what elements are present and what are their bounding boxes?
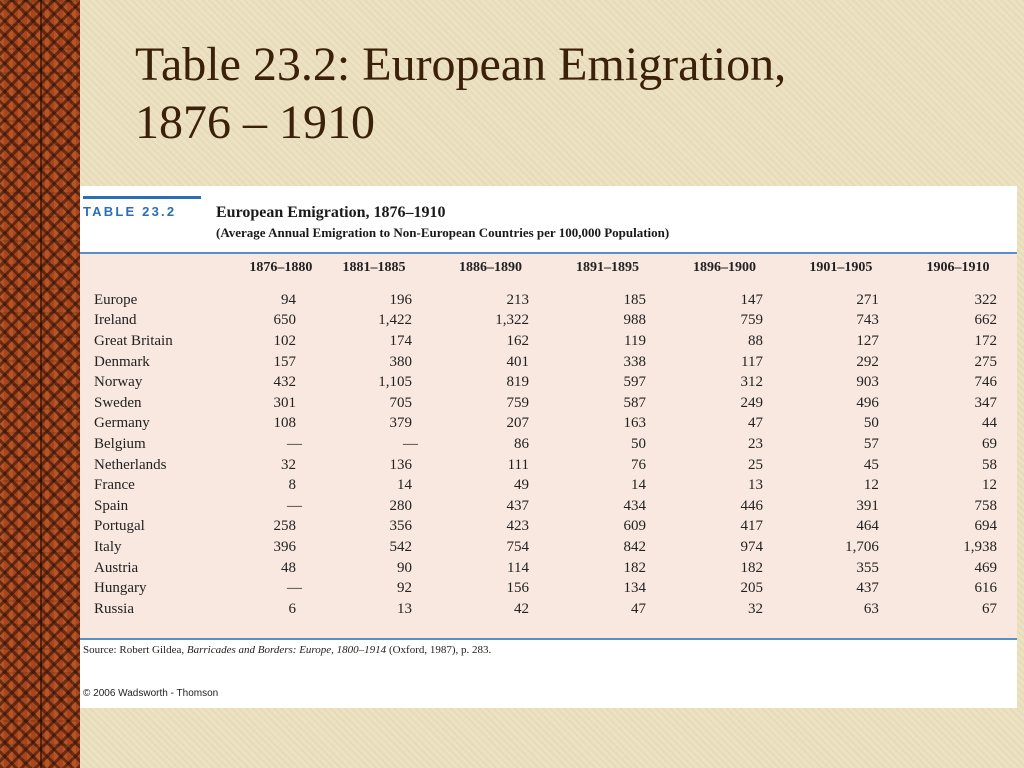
country-cell: Italy [94,538,122,555]
value-cell: 1,105 [378,374,412,391]
country-cell: France [94,477,135,494]
value-cell: 434 [623,497,646,514]
value-cell: 1,422 [378,312,412,329]
value-cell: 842 [623,538,646,555]
table-row [80,599,1017,620]
value-cell: 13 [747,477,763,494]
country-cell: Belgium [94,435,146,452]
value-cell: 90 [397,559,412,576]
value-cell: 76 [630,456,646,473]
value-cell: 401 [506,353,529,370]
slide-title-line-2: 1876 – 1910 [135,96,375,149]
value-cell: 1,938 [963,538,997,555]
value-cell: 1,322 [495,312,529,329]
value-cell: 182 [740,559,763,576]
country-cell: Europe [94,291,138,308]
value-cell: 207 [506,415,529,432]
value-cell: 469 [974,559,997,576]
value-cell: 616 [974,580,997,597]
value-cell: 25 [747,456,763,473]
source-book-title: Barricades and Borders: Europe, 1800–1914 [186,644,387,656]
table-row [80,331,1017,352]
value-cell: 322 [974,291,997,308]
value-cell: 32 [747,600,763,617]
value-cell: 156 [506,580,529,597]
country-cell: Norway [94,374,143,391]
value-cell: 86 [513,435,529,452]
value-cell: 437 [856,580,879,597]
value-cell: 280 [389,497,412,514]
value-cell: 759 [740,312,763,329]
value-cell: 271 [856,291,879,308]
value-cell: 42 [513,600,529,617]
country-cell: Hungary [94,580,147,597]
value-cell: — [287,580,303,597]
country-cell: Germany [94,415,150,432]
country-cell: Spain [94,497,129,514]
value-cell: 44 [982,415,997,432]
value-cell: 205 [740,580,763,597]
value-cell: 650 [273,312,297,329]
value-cell: 157 [273,353,297,370]
country-cell: Great Britain [94,332,173,349]
value-cell: 423 [506,518,529,535]
value-cell: 111 [507,456,529,473]
header-country [80,256,246,280]
value-cell: 163 [623,415,646,432]
value-cell: 147 [740,291,763,308]
value-cell: 437 [506,497,529,514]
value-cell: 127 [856,332,879,349]
value-cell: 14 [630,477,646,494]
table-row [80,434,1017,455]
value-cell: 63 [863,600,879,617]
value-cell: 338 [623,353,646,370]
value-cell: 23 [747,435,763,452]
source-prefix: Source: Robert Gildea, [83,644,187,656]
table-row [80,496,1017,517]
value-cell: 50 [630,435,646,452]
value-cell: 92 [397,580,412,597]
value-cell: 57 [863,435,879,452]
value-cell: 1,706 [845,538,879,555]
value-cell: 496 [856,394,879,411]
header-period: 1881–1885 [342,260,406,275]
header-row [80,256,1017,280]
value-cell: 47 [747,415,763,432]
slide-title [135,36,995,152]
table-label-bar [83,196,201,199]
value-cell: 355 [856,559,879,576]
table-row [80,558,1017,579]
value-cell: 292 [856,353,879,370]
country-cell: Ireland [94,312,137,329]
value-cell: 213 [506,291,529,308]
value-cell: 117 [741,353,763,370]
value-cell: 758 [974,497,997,514]
header-period: 1886–1890 [458,260,522,275]
value-cell: — [403,435,418,452]
table-row [80,475,1017,496]
value-cell: 94 [281,291,297,308]
table-caption [80,186,1017,250]
value-cell: 312 [740,374,763,391]
value-cell: 743 [856,312,879,329]
table-row [80,537,1017,558]
source-note [83,644,491,656]
value-cell: 379 [389,415,412,432]
country-cell: Denmark [94,353,150,370]
value-cell: 69 [982,435,997,452]
value-cell: 45 [863,456,879,473]
country-cell: Austria [94,559,139,576]
value-cell: 432 [273,374,297,391]
value-cell: 754 [506,538,529,555]
value-cell: 136 [389,456,412,473]
table-row [80,517,1017,538]
value-cell: 134 [623,580,646,597]
value-cell: 396 [273,538,297,555]
table-figure [80,186,1017,708]
table-row [80,455,1017,476]
value-cell: — [287,497,303,514]
table-label: TABLE 23.2 [83,204,177,219]
value-cell: — [287,435,303,452]
value-cell: 182 [623,559,646,576]
value-cell: 819 [506,374,529,391]
value-cell: 12 [982,477,997,494]
value-cell: 13 [397,600,412,617]
value-cell: 417 [740,518,763,535]
value-cell: 542 [389,538,412,555]
value-cell: 8 [288,477,297,494]
table-row [80,393,1017,414]
value-cell: 347 [974,394,997,411]
value-cell: 114 [507,559,529,576]
table-title: European Emigration, 1876–1910 [216,204,446,221]
value-cell: 119 [624,332,646,349]
table-row [80,414,1017,435]
value-cell: 185 [623,291,646,308]
value-cell: 32 [281,456,297,473]
table-row [80,578,1017,599]
value-cell: 597 [623,374,646,391]
table-row [80,352,1017,373]
value-cell: 464 [856,518,879,535]
header-period: 1896–1900 [692,260,756,275]
source-suffix: (Oxford, 1987), p. 283. [386,644,492,656]
header-period: 1901–1905 [809,260,873,275]
country-cell: Netherlands [94,456,167,473]
value-cell: 609 [623,518,646,535]
value-cell: 172 [974,332,997,349]
value-cell: 14 [397,477,412,494]
value-cell: 50 [863,415,879,432]
value-cell: 988 [623,312,646,329]
country-cell: Portugal [94,518,145,535]
value-cell: 88 [747,332,763,349]
value-cell: 249 [740,394,763,411]
value-cell: 275 [974,353,997,370]
header-period: 1876–1880 [249,260,313,275]
value-cell: 12 [863,477,879,494]
value-cell: 48 [281,559,297,576]
table-body [80,280,1017,620]
value-cell: 162 [506,332,529,349]
value-cell: 662 [974,312,997,329]
value-cell: 102 [273,332,297,349]
value-cell: 108 [273,415,297,432]
value-cell: 746 [974,374,997,391]
value-cell: 759 [506,394,529,411]
value-cell: 446 [740,497,763,514]
table-subtitle: (Average Annual Emigration to Non-European Countries per 100,000 Population) [216,225,670,240]
copyright-notice: © 2006 Wadsworth - Thomson [83,688,219,699]
value-cell: 47 [630,600,646,617]
value-cell: 356 [389,518,412,535]
value-cell: 58 [982,456,997,473]
wood-border-divider [40,0,42,768]
value-cell: 196 [389,291,412,308]
emigration-table [80,256,1017,620]
value-cell: 587 [623,394,646,411]
value-cell: 174 [389,332,412,349]
value-cell: 6 [288,600,297,617]
value-cell: 694 [974,518,997,535]
table-row [80,311,1017,332]
value-cell: 391 [856,497,879,514]
header-period: 1891–1895 [575,260,639,275]
value-cell: 380 [389,353,412,370]
table-row [80,280,1017,311]
header-period: 1906–1910 [926,260,990,275]
table-row [80,372,1017,393]
value-cell: 301 [273,394,297,411]
value-cell: 49 [513,477,529,494]
value-cell: 974 [740,538,763,555]
value-cell: 258 [273,518,297,535]
value-cell: 903 [856,374,879,391]
value-cell: 67 [982,600,997,617]
country-cell: Russia [94,600,135,617]
slide-title-line-1: Table 23.2: European Emigration, [135,38,787,91]
value-cell: 705 [389,394,412,411]
country-cell: Sweden [94,394,142,411]
